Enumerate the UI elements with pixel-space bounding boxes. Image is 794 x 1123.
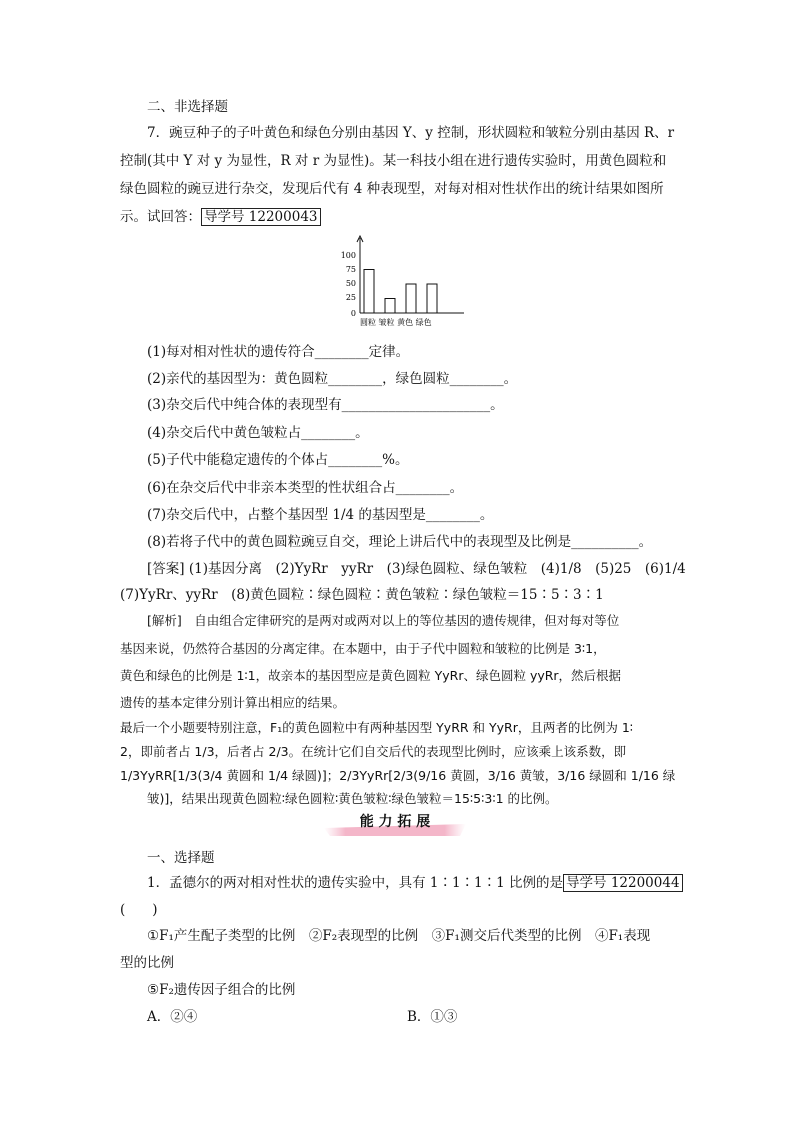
q7-line-2: 控制(其中 Y 对 y 为显性，R 对 r 为显性)。某一科技小组在进行遗传实验时，用黄色圆粒和: [120, 153, 667, 169]
answer-line-1: [147, 560, 686, 578]
q1-options-line-3: ⑤F₂遗传因子组合的比例: [147, 982, 296, 998]
subquestion-8: (8)若将子代中的黄色圆粒豌豆自交，理论上讲后代中的表现型及比例是__________。: [147, 534, 653, 550]
analysis-line-4: 遗传的基本定律分别计算出相应的结果。: [120, 695, 346, 710]
section-banner: [320, 812, 470, 838]
q1-text: 1．孟德尔的两对相对性状的遗传实验中，具有 1∶1∶1∶1 比例的是: [147, 875, 564, 891]
section-title-non-choice: 二、非选择题: [147, 99, 228, 115]
y-tick-label-25: 25: [345, 293, 356, 302]
q1-line-1: [147, 874, 683, 892]
answer-tag: [答案]: [147, 561, 185, 577]
q1-options-line-1: ①F₁产生配子类型的比例 ②F₂表现型的比例 ③F₁测交后代类型的比例 ④F₁表现: [147, 928, 651, 944]
y-tick-label-50: 50: [345, 279, 356, 288]
subquestion-1: (1)每对相对性状的遗传符合________定律。: [147, 344, 410, 360]
analysis-line-1: [147, 612, 619, 630]
bar-4: [427, 284, 437, 313]
subquestion-7: (7)杂交后代中，占整个基因型 1/4 的基因型是________。: [147, 507, 494, 523]
y-tick-label-100: 100: [340, 251, 356, 260]
analysis-line-8: 皱)]，结果出现黄色圆粒∶绿色圆粒∶黄色皱粒∶绿色皱粒＝15∶5∶3∶1 的比例。: [147, 791, 558, 806]
analysis-line-2: 基因来说，仍然符合基因的分离定律。在本题中，由于子代中圆粒和皱粒的比例是 3∶1，: [120, 641, 606, 656]
q1-reference-number: 导学号 12200044: [563, 874, 683, 892]
bar-1: [364, 270, 374, 314]
subquestion-5: (5)子代中能稳定遗传的个体占________%。: [147, 452, 409, 468]
section-title-choice: 一、选择题: [147, 850, 215, 866]
q7-line-4: [120, 208, 321, 226]
subquestion-4: (4)杂交后代中黄色皱粒占________。: [147, 425, 369, 441]
y-tick-label-0: 0: [350, 309, 356, 318]
bars-group: [364, 270, 437, 314]
q7-line-1: 7．豌豆种子的子叶黄色和绿色分别由基因 Y、y 控制，形状圆粒和皱粒分别由基因 R、r: [147, 125, 675, 141]
answer-line-2: (7)YyRr、yyRr (8)黄色圆粒∶绿色圆粒∶黄色皱粒∶绿色皱粒＝15∶5∶3∶1: [120, 587, 604, 603]
analysis-tag: [解析]: [147, 613, 182, 628]
q1-answer-paren: ( ): [120, 902, 158, 918]
q1-choice-b[interactable]: B．①③: [407, 1009, 458, 1025]
q1-options-line-2: 型的比例: [120, 955, 174, 971]
q7-line-3: 绿色圆粒的豌豆进行杂交，发现后代有 4 种表现型，对每对相对性状作出的统计结果如图所: [120, 181, 664, 197]
subquestion-3: (3)杂交后代中纯合体的表现型有______________________。: [147, 397, 504, 413]
q7-line-4-text: 示。试回答：: [120, 209, 201, 225]
banner-title: 能 力 拓 展: [359, 814, 431, 830]
analysis-line-7: 1/3YyRR[1/3(3/4 黄圆和 1/4 绿圆)]；2/3YyRr[2/3(9/16 黄圆，3/16 黄皱，3/16 绿圆和 1/16 绿: [120, 768, 676, 783]
analysis-line-3: 黄色和绿色的比例是 1∶1，故亲本的基因型应是黄色圆粒 YyRr、绿色圆粒 yyRr，然后根据: [120, 668, 622, 683]
analysis-text-1: 自由组合定律研究的是两对或两对以上的等位基因的遗传规律，但对每对等位: [181, 613, 620, 628]
analysis-line-6: 2，即前者占 1/3，后者占 2/3。在统计它们自交后代的表现型比例时，应该乘上该系数，即: [120, 744, 627, 759]
bar-chart: [338, 234, 468, 334]
q1-choice-a[interactable]: A．②④: [147, 1009, 198, 1025]
q7-reference-number: 导学号 12200043: [201, 208, 321, 226]
subquestion-2: (2)亲代的基因型为：黄色圆粒________，绿色圆粒________。: [147, 371, 518, 387]
analysis-line-5: 最后一个小题要特别注意，F₁的黄色圆粒中有两种基因型 YyRR 和 YyRr，且两者的比例为 1∶: [120, 720, 634, 735]
answer-text-1: (1)基因分离 (2)YyRr yyRr (3)绿色圆粒、绿色皱粒 (4)1/8 (5)25 (6)1/4: [188, 561, 686, 577]
bar-2: [385, 299, 395, 314]
bar-3: [406, 284, 416, 313]
x-category-labels: 圆粒 皱粒 黄色 绿色: [360, 318, 432, 327]
y-tick-label-75: 75: [345, 265, 356, 274]
subquestion-6: (6)在杂交后代中非亲本类型的性状组合占________。: [147, 480, 464, 496]
